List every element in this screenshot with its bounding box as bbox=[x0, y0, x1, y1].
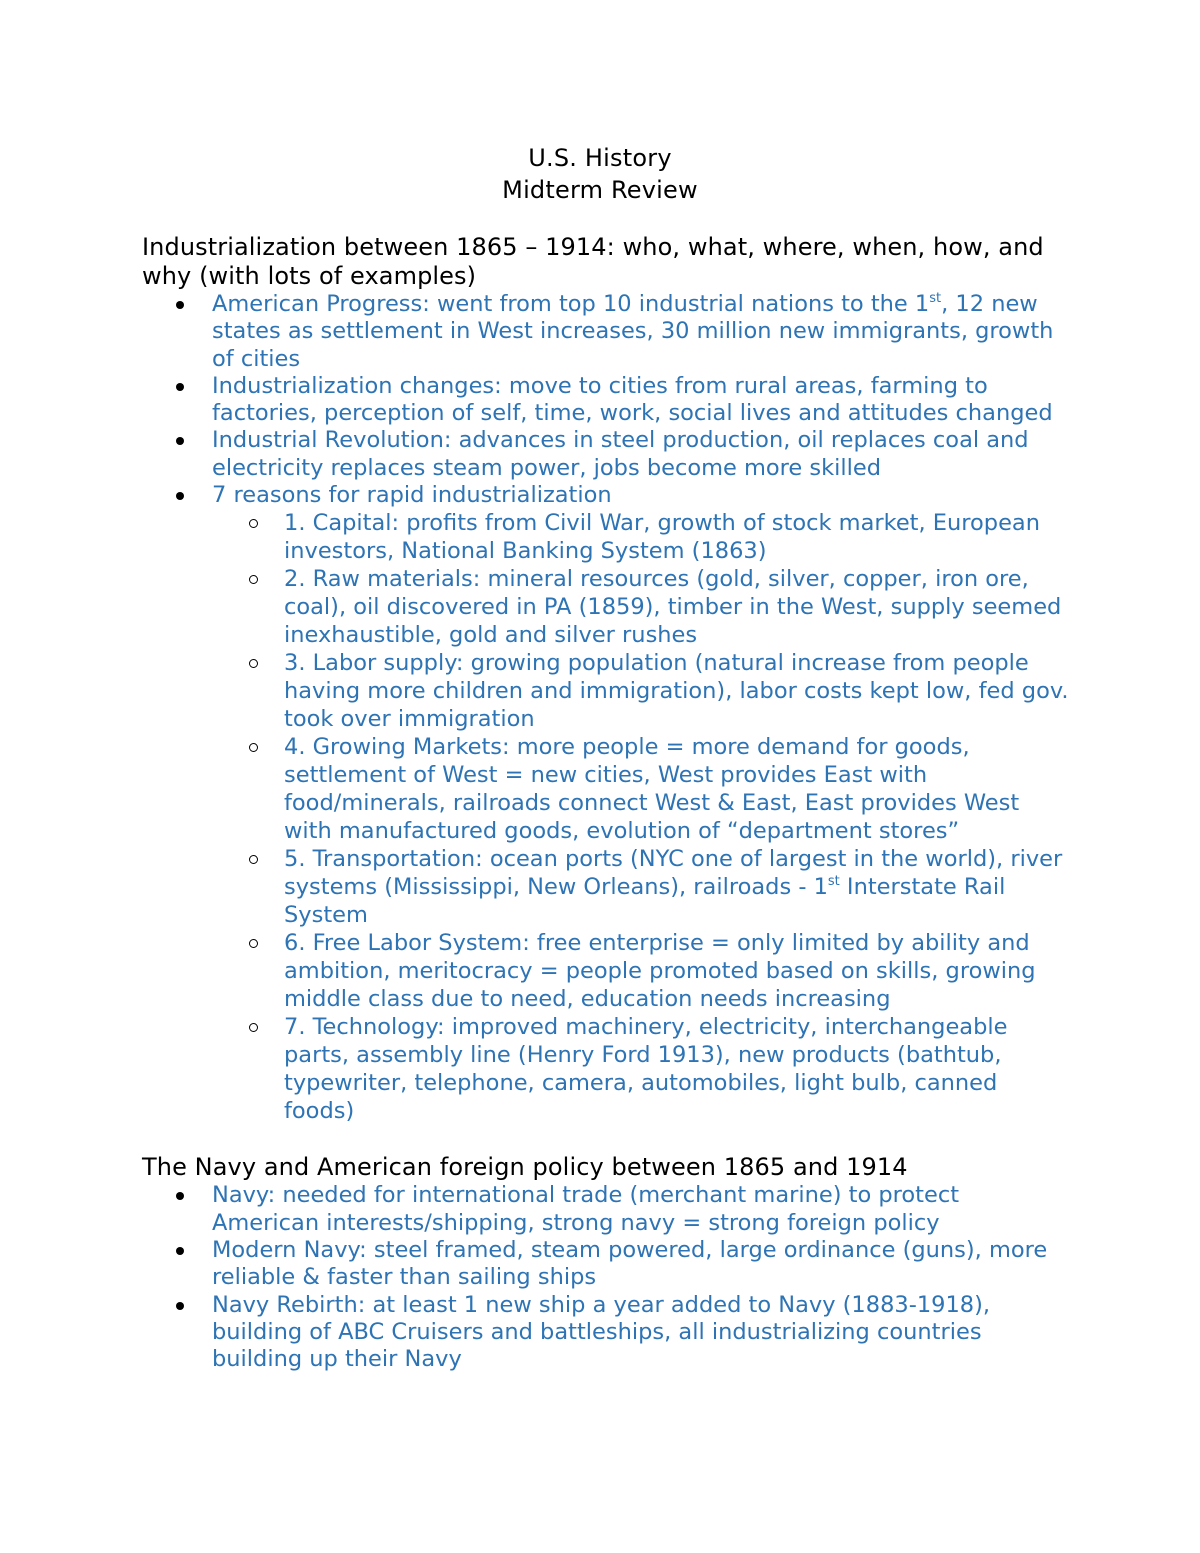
ring-bullet-icon bbox=[249, 939, 258, 948]
list-item bbox=[142, 291, 1072, 373]
bullet-list bbox=[142, 1182, 1072, 1373]
sub-list-item-text: 7. Technology: improved machinery, electricity, interchangeable parts, assembly line (Henry Ford 1913), new products (bathtub, typewriter, telephone, camera, automobiles, light bulb, canned foods) bbox=[284, 1014, 1008, 1125]
superscript: st bbox=[929, 291, 942, 306]
list-item-text: Industrial Revolution: advances in steel production, oil replaces coal and electricity replaces steam power, jobs become more skilled bbox=[212, 427, 1029, 481]
list-item bbox=[142, 1237, 1072, 1292]
list-item bbox=[142, 427, 1072, 482]
bullet-dot-icon bbox=[176, 1192, 184, 1200]
list-item-text: Industrialization changes: move to cities from rural areas, farming to factories, perception of self, time, work, social lives and attitudes changed bbox=[212, 372, 1053, 427]
section-heading: Industrialization between 1865 – 1914: who, what, where, when, how, and why (with lots of examples) bbox=[142, 233, 1044, 290]
sub-list-item bbox=[142, 649, 1072, 733]
section-navy bbox=[142, 1153, 1072, 1373]
sub-list-item bbox=[142, 509, 1072, 565]
sub-list-item-text-cont: Interstate Rail System bbox=[284, 874, 1006, 929]
list-item-text: Navy: needed for international trade (merchant marine) to protect American interests/shipping, strong navy = strong foreign policy bbox=[212, 1182, 960, 1236]
ring-bullet-icon bbox=[249, 743, 258, 752]
bullet-dot-icon bbox=[176, 1247, 184, 1255]
ring-bullet-icon bbox=[249, 659, 258, 668]
list-item bbox=[142, 373, 1072, 428]
sub-list-item bbox=[142, 1013, 1072, 1125]
list-item-text: Modern Navy: steel framed, steam powered, large ordinance (guns), more reliable & faster than sailing ships bbox=[212, 1236, 1048, 1291]
sub-list-item bbox=[142, 929, 1072, 1013]
sub-bullet-list bbox=[142, 509, 1072, 1125]
list-item bbox=[142, 1292, 1072, 1374]
list-item-text: American Progress: went from top 10 industrial nations to the 1 bbox=[212, 291, 930, 317]
sub-list-item-text: 2. Raw materials: mineral resources (gold, silver, copper, iron ore, coal), oil discovered in PA (1859), timber in the West, supply seemed inexhaustible, gold and silver rushes bbox=[284, 566, 1062, 649]
list-item-text: 7 reasons for rapid industrialization bbox=[212, 482, 612, 509]
sub-list-item bbox=[142, 733, 1072, 845]
document-body bbox=[142, 233, 1072, 1373]
title-line-1: U.S. History bbox=[528, 144, 672, 172]
list-item-text: Navy Rebirth: at least 1 new ship a year added to Navy (1883-1918), building of ABC Cruisers and battleships, all industrializing countries building up their Navy bbox=[212, 1291, 991, 1373]
ring-bullet-icon bbox=[249, 519, 258, 528]
sub-list-item-text: 3. Labor supply: growing population (natural increase from people having more children and immigration), labor costs kept low, fed gov. took over immigration bbox=[284, 650, 1069, 733]
superscript: st bbox=[827, 874, 840, 890]
sub-list-item-text: 5. Transportation: ocean ports (NYC one of largest in the world), river systems (Mississippi, New Orleans), railroads - 1 bbox=[284, 846, 1063, 901]
section-heading: The Navy and American foreign policy between 1865 and 1914 bbox=[142, 1153, 908, 1182]
section-industrialization bbox=[142, 233, 1072, 1125]
sub-list-item-text: 6. Free Labor System: free enterprise = only limited by ability and ambition, meritocracy = people promoted based on skills, growing middle class due to need, education needs increasing bbox=[284, 930, 1036, 1013]
bullet-list bbox=[142, 291, 1072, 509]
document-title bbox=[0, 142, 1200, 206]
bullet-dot-icon bbox=[176, 492, 184, 500]
sub-list-item-text: 4. Growing Markets: more people = more demand for goods, settlement of West = new cities, West provides East with food/minerals, railroads connect West & East, East provides West with manufactured goods, evolution of “department stores” bbox=[284, 734, 1020, 845]
ring-bullet-icon bbox=[249, 575, 258, 584]
title-line-2: Midterm Review bbox=[502, 176, 698, 204]
sub-list-item bbox=[142, 845, 1072, 929]
bullet-dot-icon bbox=[176, 1302, 184, 1310]
bullet-dot-icon bbox=[176, 437, 184, 445]
list-item bbox=[142, 482, 1072, 509]
list-item-text-cont: , 12 new states as settlement in West increases, 30 million new immigrants, growth of cities bbox=[212, 291, 1054, 372]
bullet-dot-icon bbox=[176, 301, 184, 309]
bullet-dot-icon bbox=[176, 383, 184, 391]
list-item bbox=[142, 1182, 1072, 1237]
sub-list-item-text: 1. Capital: profits from Civil War, growth of stock market, European investors, National Banking System (1863) bbox=[284, 510, 1040, 565]
sub-list-item bbox=[142, 565, 1072, 649]
ring-bullet-icon bbox=[249, 855, 258, 864]
ring-bullet-icon bbox=[249, 1023, 258, 1032]
